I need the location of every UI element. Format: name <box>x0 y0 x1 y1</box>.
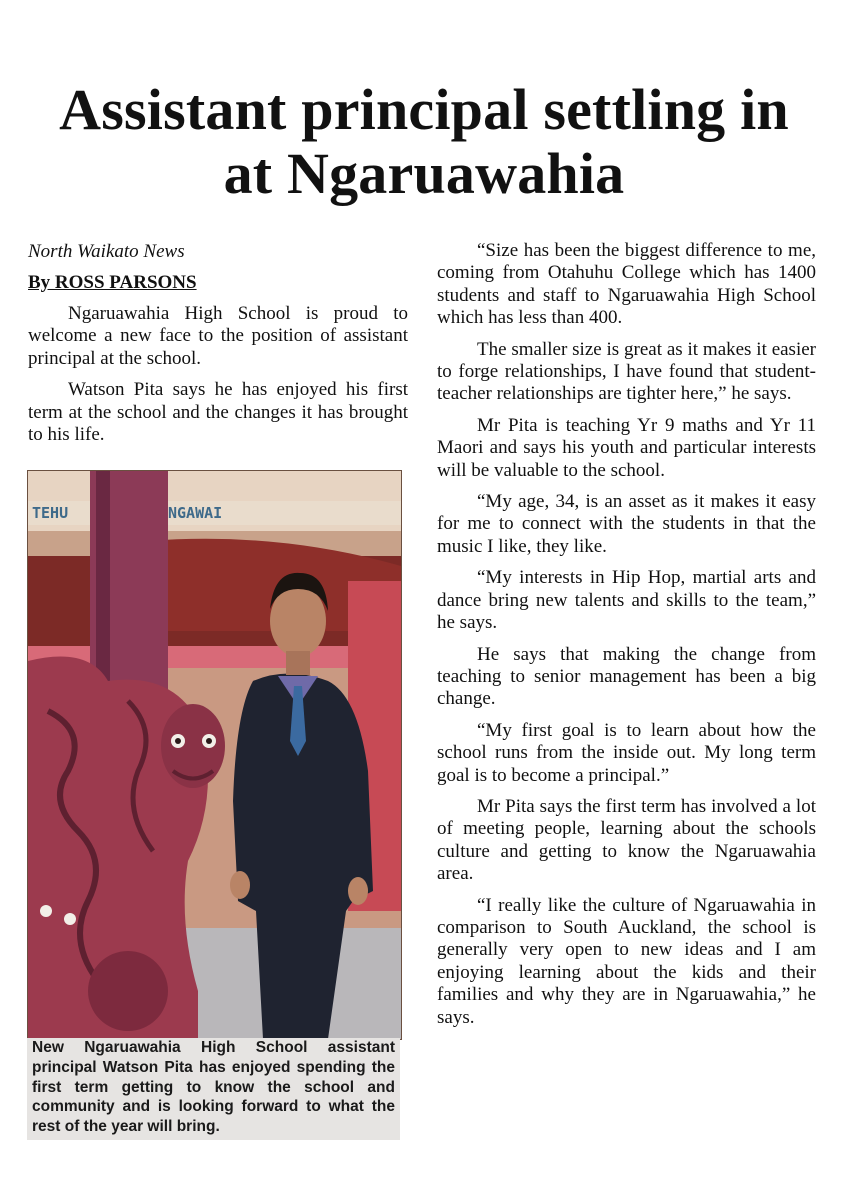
headline <box>20 78 828 206</box>
article-photo <box>27 470 402 1040</box>
sign-text-left: TEHU <box>32 504 69 522</box>
paragraph: The smaller size is great as it makes it easier to forge relationships, I have found that student-teacher relationships are tighter here,” he says. <box>437 338 816 405</box>
sign-text-right: NGAWAI <box>168 504 223 522</box>
paragraph: “My interests in Hip Hop, martial arts and dance bring new talents and skills to the team,” he says. <box>437 567 816 634</box>
headline-line-2: at Ngaruawahia <box>223 141 625 206</box>
paragraph: Mr Pita says the first term has involved a lot of meeting people, learning about the schools culture and getting to know the Ngaruawahia area. <box>437 795 816 885</box>
paragraph: Mr Pita is teaching Yr 9 maths and Yr 11 Maori and says his youth and particular interests will be valuable to the school. <box>437 414 816 481</box>
right-column <box>437 240 816 1038</box>
paragraph: Ngaruawahia High School is proud to welcome a new face to the position of assistant principal at the school. <box>28 303 408 369</box>
paragraph: Watson Pita says he has enjoyed his first term at the school and the changes it has brought to his life. <box>28 379 408 446</box>
paragraph: “Size has been the biggest difference to me, coming from Otahuhu College which has 1400 students and staff to Ngaruawahia High School which has less than 400. <box>437 240 816 329</box>
source-name: North Waikato News <box>28 241 185 262</box>
paragraph: He says that making the change from teaching to senior management has been a big change. <box>437 643 816 710</box>
paragraph: “My first goal is to learn about how the school runs from the inside out. My long term goal is to become a principal.” <box>437 719 816 786</box>
paragraph: “My age, 34, is an asset as it makes it easy for me to connect with the students in that the music I like, they like. <box>437 491 816 557</box>
headline-line-1: Assistant principal settling in <box>59 77 789 142</box>
byline: By ROSS PARSONS <box>28 272 197 293</box>
photo-illustration <box>28 471 401 1039</box>
paragraph: “I really like the culture of Ngaruawahia in comparison to South Auckland, the school is generally very open to new ideas and I am enjoying learning about the kids and their families and why they are in Ngaruawahia,” he says. <box>437 894 816 1028</box>
left-column <box>28 240 408 455</box>
photo-caption: New Ngaruawahia High School assistant principal Watson Pita has enjoyed spending the first term getting to know the school and community and is looking forward to what the rest of the year will bring. <box>27 1038 400 1140</box>
